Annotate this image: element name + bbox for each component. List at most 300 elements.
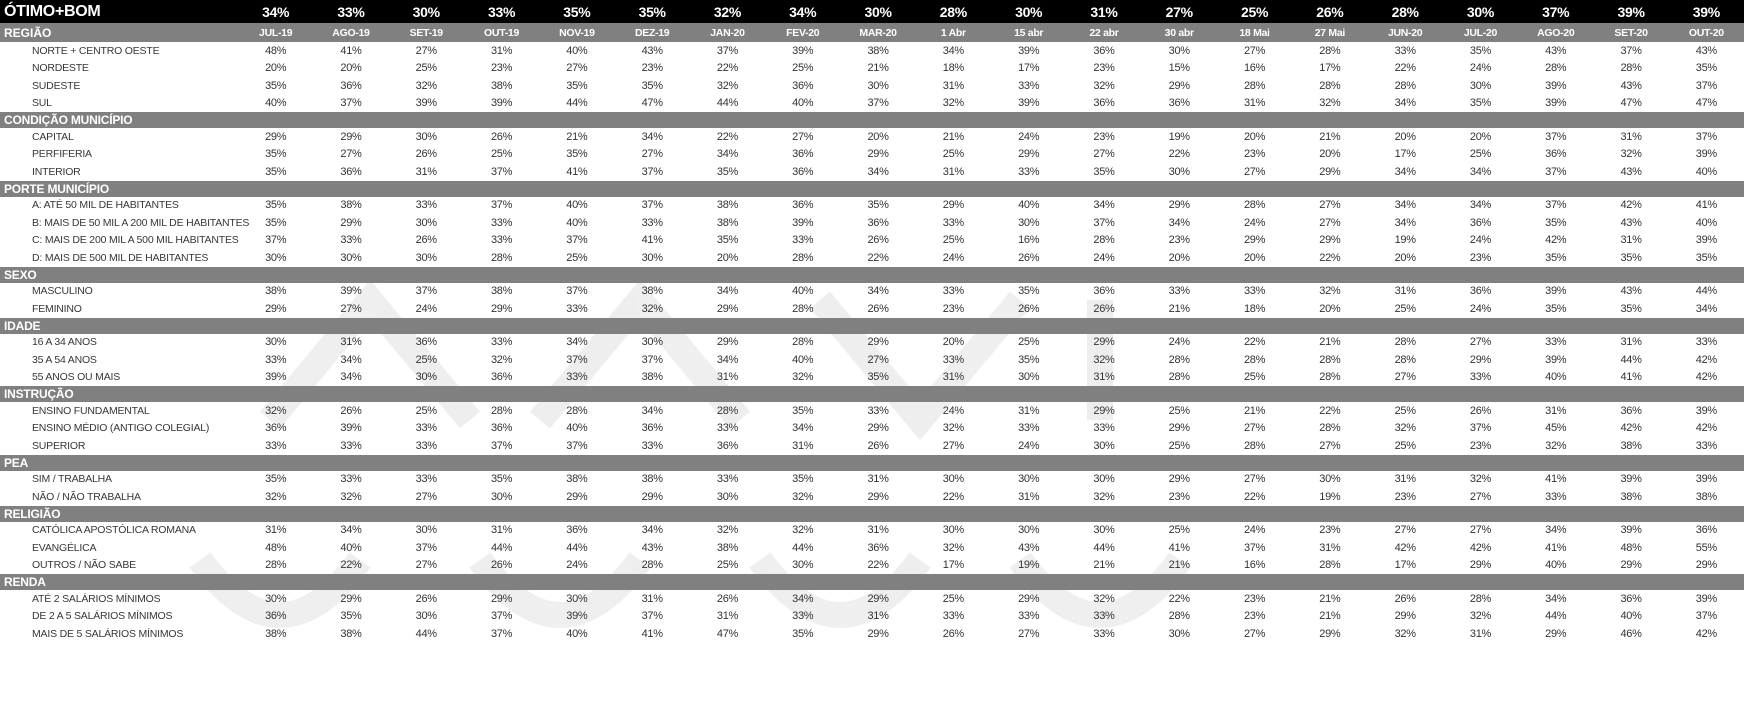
value-cell: 44%: [490, 541, 513, 554]
value-cell: 29%: [1093, 404, 1115, 417]
row-label: DE 2 A 5 SALÁRIOS MÍNIMOS: [32, 610, 173, 623]
value-cell: 25%: [792, 62, 814, 75]
value-cell: 27%: [340, 148, 362, 161]
value-cell: 22%: [1319, 251, 1341, 264]
value-cell: 32%: [942, 97, 964, 110]
value-cell: 42%: [1695, 627, 1717, 640]
total-value-cell: 28%: [939, 3, 967, 20]
value-cell: 33%: [340, 234, 362, 247]
value-cell: 21%: [1243, 404, 1266, 417]
value-cell: 17%: [1319, 62, 1341, 75]
value-cell: 27%: [1319, 216, 1341, 229]
value-cell: 29%: [1394, 610, 1416, 623]
value-cell: 34%: [340, 353, 362, 366]
value-cell: 32%: [1093, 353, 1115, 366]
value-cell: 31%: [1394, 285, 1416, 298]
value-cell: 20%: [867, 130, 889, 143]
value-cell: 33%: [265, 439, 287, 452]
value-cell: 36%: [867, 216, 889, 229]
value-cell: 29%: [1018, 592, 1040, 605]
value-cell: 39%: [792, 44, 814, 57]
value-cell: 32%: [1469, 473, 1491, 486]
row-label: 35 A 54 ANOS: [32, 353, 97, 366]
value-cell: 38%: [1695, 490, 1717, 503]
column-header-cell: JUN-20: [1387, 26, 1423, 39]
value-cell: 37%: [490, 439, 513, 452]
value-cell: 34%: [716, 285, 738, 298]
value-cell: 30%: [1168, 44, 1190, 57]
value-cell: 36%: [641, 422, 663, 435]
value-cell: 26%: [867, 439, 889, 452]
value-cell: 21%: [1319, 130, 1341, 143]
table-row: [0, 128, 1744, 146]
value-cell: 38%: [340, 627, 362, 640]
column-header-cell: JUL-19: [259, 26, 293, 39]
section-header-row: [0, 112, 1744, 128]
value-cell: 40%: [566, 199, 588, 212]
value-cell: 31%: [490, 44, 513, 57]
value-cell: 23%: [1243, 592, 1266, 605]
value-cell: 34%: [716, 148, 738, 161]
value-cell: 41%: [641, 234, 663, 247]
value-cell: 28%: [1469, 592, 1491, 605]
value-cell: 32%: [1319, 285, 1341, 298]
value-cell: 27%: [1243, 165, 1266, 178]
value-cell: 28%: [1168, 371, 1190, 384]
value-cell: 39%: [1545, 79, 1567, 92]
value-cell: 28%: [566, 404, 588, 417]
value-cell: 37%: [490, 627, 513, 640]
value-cell: 39%: [1545, 285, 1567, 298]
value-cell: 36%: [1093, 44, 1115, 57]
value-cell: 44%: [566, 97, 588, 110]
value-cell: 27%: [1469, 336, 1491, 349]
value-cell: 46%: [1620, 627, 1642, 640]
value-cell: 32%: [415, 79, 437, 92]
value-cell: 31%: [867, 524, 889, 537]
value-cell: 21%: [1319, 592, 1341, 605]
value-cell: 37%: [1469, 422, 1491, 435]
value-cell: 28%: [792, 251, 814, 264]
value-cell: 24%: [1243, 524, 1266, 537]
value-cell: 33%: [1695, 336, 1717, 349]
value-cell: 40%: [340, 541, 362, 554]
value-cell: 25%: [942, 148, 964, 161]
value-cell: 33%: [1243, 285, 1266, 298]
value-cell: 43%: [1620, 285, 1642, 298]
value-cell: 33%: [415, 422, 437, 435]
table-row: [0, 95, 1744, 113]
value-cell: 22%: [1243, 490, 1266, 503]
value-cell: 31%: [716, 610, 738, 623]
value-cell: 35%: [265, 216, 287, 229]
value-cell: 21%: [1168, 302, 1190, 315]
value-cell: 34%: [1394, 165, 1416, 178]
column-header-cell: 27 Mai: [1314, 26, 1345, 39]
value-cell: 32%: [1093, 79, 1115, 92]
total-value-cell: 39%: [1617, 3, 1645, 20]
value-cell: 20%: [1469, 130, 1491, 143]
value-cell: 39%: [490, 97, 513, 110]
value-cell: 28%: [1319, 79, 1341, 92]
value-cell: 16%: [1243, 559, 1266, 572]
value-cell: 34%: [1093, 199, 1115, 212]
value-cell: 30%: [867, 79, 889, 92]
value-cell: 19%: [1319, 490, 1341, 503]
value-cell: 33%: [1093, 422, 1115, 435]
value-cell: 28%: [1243, 79, 1266, 92]
row-label: CATÓLICA APOSTÓLICA ROMANA: [32, 524, 196, 537]
table-row: [0, 214, 1744, 232]
value-cell: 36%: [792, 79, 814, 92]
value-cell: 20%: [1243, 130, 1266, 143]
row-label: ATÉ 2 SALÁRIOS MÍNIMOS: [32, 592, 161, 605]
value-cell: 29%: [1093, 336, 1115, 349]
value-cell: 29%: [1168, 79, 1190, 92]
row-label: SUDESTE: [32, 79, 81, 92]
value-cell: 35%: [1620, 251, 1642, 264]
value-cell: 39%: [1695, 148, 1717, 161]
value-cell: 27%: [415, 44, 437, 57]
value-cell: 30%: [716, 490, 738, 503]
value-cell: 35%: [340, 610, 362, 623]
value-cell: 40%: [566, 422, 588, 435]
value-cell: 24%: [1018, 130, 1040, 143]
value-cell: 35%: [1469, 97, 1491, 110]
total-value-cell: 25%: [1240, 3, 1269, 20]
value-cell: 41%: [1168, 541, 1190, 554]
value-cell: 33%: [490, 234, 513, 247]
value-cell: 25%: [716, 559, 738, 572]
value-cell: 29%: [716, 302, 738, 315]
row-label: C: MAIS DE 200 MIL A 500 MIL HABITANTES: [32, 234, 239, 247]
value-cell: 39%: [1018, 97, 1040, 110]
value-cell: 27%: [1243, 473, 1266, 486]
value-cell: 33%: [942, 285, 964, 298]
column-header-cell: FEV-20: [786, 26, 820, 39]
value-cell: 34%: [1545, 592, 1567, 605]
total-value-cell: 35%: [563, 3, 591, 20]
value-cell: 35%: [566, 148, 588, 161]
value-cell: 44%: [792, 541, 814, 554]
value-cell: 32%: [1545, 439, 1567, 452]
value-cell: 23%: [1469, 251, 1491, 264]
value-cell: 37%: [641, 353, 663, 366]
value-cell: 30%: [415, 130, 437, 143]
value-cell: 34%: [792, 422, 814, 435]
table-row: [0, 625, 1744, 643]
value-cell: 28%: [1319, 44, 1341, 57]
value-cell: 35%: [867, 371, 889, 384]
value-cell: 30%: [566, 592, 588, 605]
value-cell: 34%: [340, 371, 362, 384]
value-cell: 38%: [641, 371, 663, 384]
value-cell: 47%: [716, 627, 738, 640]
value-cell: 20%: [1319, 148, 1341, 161]
value-cell: 29%: [867, 422, 889, 435]
value-cell: 20%: [1319, 302, 1341, 315]
row-label: NÃO / NÃO TRABALHA: [32, 490, 141, 503]
row-label: D: MAIS DE 500 MIL DE HABITANTES: [32, 251, 209, 264]
value-cell: 27%: [792, 130, 814, 143]
value-cell: 36%: [792, 148, 814, 161]
value-cell: 40%: [792, 285, 814, 298]
value-cell: 44%: [1620, 353, 1642, 366]
value-cell: 47%: [1620, 97, 1642, 110]
value-cell: 32%: [1319, 97, 1341, 110]
value-cell: 27%: [1243, 44, 1266, 57]
value-cell: 41%: [566, 165, 588, 178]
value-cell: 35%: [716, 165, 738, 178]
value-cell: 29%: [1620, 559, 1642, 572]
value-cell: 21%: [942, 130, 964, 143]
value-cell: 42%: [1695, 422, 1717, 435]
value-cell: 36%: [1168, 97, 1190, 110]
value-cell: 34%: [1394, 216, 1416, 229]
value-cell: 38%: [490, 79, 513, 92]
value-cell: 35%: [716, 234, 738, 247]
page-title: ÓTIMO+BOM: [4, 2, 101, 20]
value-cell: 25%: [942, 592, 964, 605]
value-cell: 29%: [867, 148, 889, 161]
value-cell: 32%: [1469, 610, 1491, 623]
value-cell: 40%: [265, 97, 287, 110]
value-cell: 32%: [942, 422, 964, 435]
value-cell: 34%: [1394, 97, 1416, 110]
value-cell: 37%: [1695, 610, 1717, 623]
value-cell: 42%: [1469, 541, 1491, 554]
value-cell: 34%: [867, 165, 889, 178]
value-cell: 28%: [1168, 353, 1190, 366]
value-cell: 28%: [1319, 371, 1341, 384]
value-cell: 29%: [1469, 353, 1491, 366]
value-cell: 28%: [792, 302, 814, 315]
value-cell: 34%: [340, 524, 362, 537]
value-cell: 29%: [716, 336, 738, 349]
value-cell: 38%: [716, 216, 738, 229]
value-cell: 25%: [415, 62, 437, 75]
value-cell: 35%: [1545, 216, 1567, 229]
value-cell: 39%: [1545, 353, 1567, 366]
value-cell: 43%: [1545, 44, 1567, 57]
value-cell: 36%: [867, 541, 889, 554]
table-row: [0, 539, 1744, 557]
table-row: [0, 488, 1744, 506]
value-cell: 24%: [1018, 439, 1040, 452]
value-cell: 37%: [1243, 541, 1266, 554]
value-cell: 28%: [1394, 353, 1416, 366]
value-cell: 31%: [1620, 336, 1642, 349]
value-cell: 37%: [1545, 130, 1567, 143]
value-cell: 34%: [792, 592, 814, 605]
value-cell: 40%: [1018, 199, 1040, 212]
value-cell: 26%: [490, 559, 513, 572]
value-cell: 27%: [1394, 524, 1416, 537]
value-cell: 34%: [1469, 165, 1491, 178]
value-cell: 33%: [1018, 610, 1040, 623]
value-cell: 35%: [265, 473, 287, 486]
value-cell: 37%: [490, 610, 513, 623]
value-cell: 29%: [1319, 165, 1341, 178]
value-cell: 30%: [1093, 473, 1115, 486]
table-row: [0, 163, 1744, 181]
table-row: [0, 232, 1744, 250]
value-cell: 32%: [1620, 148, 1642, 161]
value-cell: 33%: [1545, 490, 1567, 503]
total-value-cell: 31%: [1090, 3, 1118, 20]
value-cell: 33%: [1093, 610, 1115, 623]
value-cell: 44%: [716, 97, 738, 110]
value-cell: 44%: [1545, 610, 1567, 623]
total-value-cell: 30%: [864, 3, 892, 20]
value-cell: 36%: [1620, 404, 1642, 417]
value-cell: 33%: [415, 473, 437, 486]
value-cell: 32%: [265, 490, 287, 503]
value-cell: 28%: [1394, 336, 1416, 349]
value-cell: 35%: [867, 199, 889, 212]
value-cell: 22%: [942, 490, 964, 503]
value-cell: 42%: [1695, 371, 1717, 384]
value-cell: 22%: [1394, 62, 1416, 75]
value-cell: 36%: [1545, 148, 1567, 161]
value-cell: 25%: [1168, 439, 1190, 452]
value-cell: 32%: [716, 524, 738, 537]
table-row: [0, 42, 1744, 60]
value-cell: 33%: [1168, 285, 1190, 298]
row-label: INTERIOR: [32, 165, 81, 178]
value-cell: 37%: [566, 439, 588, 452]
table-row: [0, 402, 1744, 420]
value-cell: 34%: [641, 130, 663, 143]
value-cell: 33%: [942, 216, 964, 229]
value-cell: 27%: [1018, 627, 1040, 640]
value-cell: 29%: [490, 592, 513, 605]
value-cell: 43%: [1620, 79, 1642, 92]
value-cell: 36%: [792, 165, 814, 178]
column-header-row: [0, 23, 1744, 42]
value-cell: 31%: [867, 473, 889, 486]
value-cell: 24%: [1093, 251, 1115, 264]
value-cell: 33%: [792, 610, 814, 623]
value-cell: 39%: [1620, 473, 1642, 486]
value-cell: 33%: [1469, 371, 1491, 384]
section-label: IDADE: [4, 318, 41, 333]
value-cell: 34%: [566, 336, 588, 349]
value-cell: 29%: [1018, 148, 1040, 161]
value-cell: 41%: [1545, 473, 1567, 486]
value-cell: 29%: [1243, 234, 1266, 247]
value-cell: 29%: [867, 336, 889, 349]
value-cell: 28%: [1319, 422, 1341, 435]
column-header-cell: JUL-20: [1463, 26, 1498, 39]
value-cell: 34%: [867, 285, 889, 298]
value-cell: 26%: [415, 592, 437, 605]
value-cell: 33%: [942, 353, 964, 366]
value-cell: 27%: [1394, 371, 1416, 384]
value-cell: 35%: [265, 199, 287, 212]
value-cell: 35%: [1018, 285, 1040, 298]
value-cell: 42%: [1545, 234, 1567, 247]
value-cell: 26%: [1018, 251, 1040, 264]
value-cell: 30%: [1018, 371, 1040, 384]
value-cell: 25%: [1394, 439, 1416, 452]
value-cell: 32%: [641, 302, 663, 315]
value-cell: 34%: [641, 524, 663, 537]
value-cell: 34%: [1394, 199, 1416, 212]
column-header-cell: MAR-20: [859, 26, 897, 39]
value-cell: 31%: [265, 524, 287, 537]
value-cell: 33%: [1018, 422, 1040, 435]
value-cell: 40%: [566, 216, 588, 229]
column-header-cell: 18 Mai: [1239, 26, 1270, 39]
value-cell: 40%: [566, 44, 588, 57]
value-cell: 39%: [265, 371, 287, 384]
section-label: PEA: [4, 455, 29, 470]
section-label: INSTRUÇÃO: [4, 387, 74, 401]
value-cell: 30%: [1168, 165, 1190, 178]
value-cell: 33%: [641, 216, 663, 229]
column-header-cell: SET-20: [1614, 26, 1648, 39]
value-cell: 17%: [942, 559, 964, 572]
value-cell: 29%: [867, 627, 889, 640]
value-cell: 31%: [1620, 130, 1642, 143]
section-label: PORTE MUNICÍPIO: [4, 181, 110, 196]
value-cell: 25%: [1018, 336, 1040, 349]
value-cell: 37%: [566, 353, 588, 366]
value-cell: 36%: [1469, 285, 1491, 298]
value-cell: 33%: [340, 439, 362, 452]
value-cell: 27%: [1243, 422, 1266, 435]
value-cell: 25%: [1469, 148, 1491, 161]
value-cell: 29%: [265, 302, 287, 315]
value-cell: 39%: [792, 216, 814, 229]
value-cell: 42%: [1695, 353, 1717, 366]
value-cell: 33%: [1545, 336, 1567, 349]
value-cell: 19%: [1018, 559, 1040, 572]
value-cell: 27%: [1319, 439, 1341, 452]
section-header-row: [0, 386, 1744, 402]
value-cell: 39%: [1018, 44, 1040, 57]
row-label: EVANGÉLICA: [32, 541, 97, 554]
value-cell: 24%: [415, 302, 437, 315]
section-label: REGIÃO: [4, 25, 52, 40]
value-cell: 29%: [265, 130, 287, 143]
value-cell: 33%: [490, 216, 513, 229]
total-value-cell: 26%: [1316, 3, 1344, 20]
value-cell: 29%: [340, 216, 362, 229]
value-cell: 27%: [1243, 627, 1266, 640]
table-row: [0, 60, 1744, 78]
value-cell: 37%: [1093, 216, 1115, 229]
value-cell: 31%: [1620, 234, 1642, 247]
value-cell: 33%: [566, 302, 588, 315]
value-cell: 43%: [1018, 541, 1040, 554]
value-cell: 40%: [1545, 559, 1567, 572]
header-row: [0, 0, 1744, 23]
value-cell: 24%: [1243, 216, 1266, 229]
value-cell: 38%: [641, 285, 663, 298]
row-label: 55 ANOS OU MAIS: [32, 371, 121, 384]
value-cell: 35%: [792, 473, 814, 486]
value-cell: 21%: [867, 62, 889, 75]
value-cell: 34%: [1168, 216, 1190, 229]
value-cell: 26%: [1469, 404, 1491, 417]
value-cell: 38%: [340, 199, 362, 212]
value-cell: 41%: [1545, 541, 1567, 554]
row-label: ENSINO MÉDIO (ANTIGO COLEGIAL): [32, 422, 210, 435]
value-cell: 20%: [942, 336, 964, 349]
value-cell: 31%: [490, 524, 513, 537]
